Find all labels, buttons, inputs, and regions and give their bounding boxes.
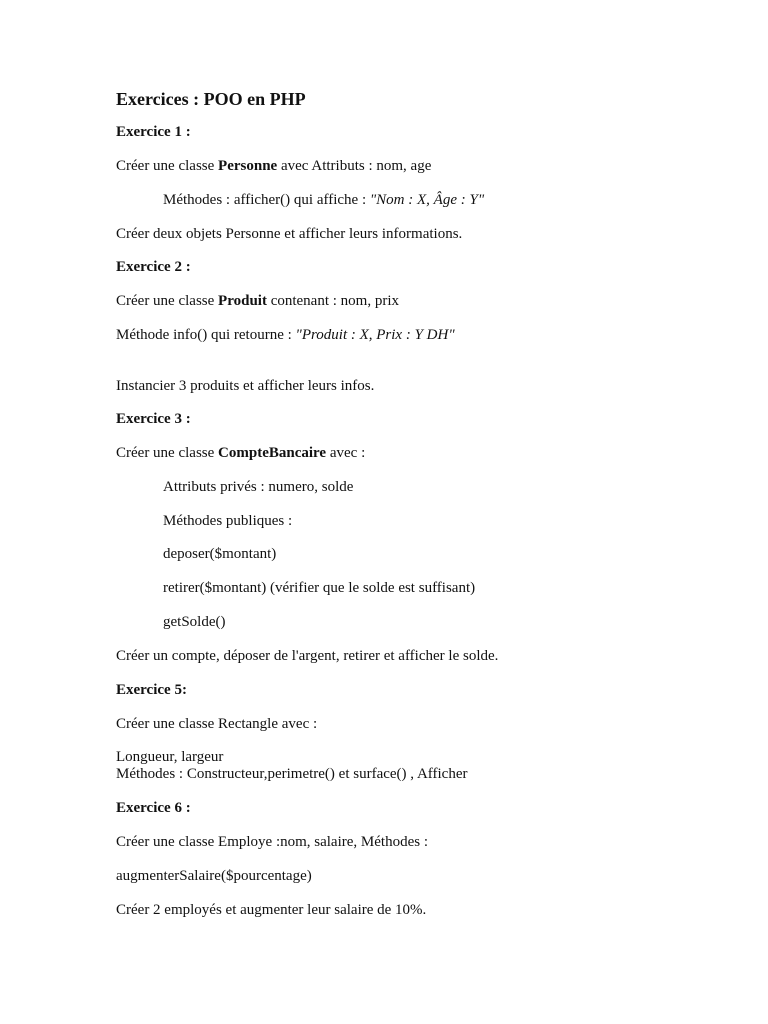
class-name: CompteBancaire	[218, 445, 327, 461]
text: avec :	[326, 445, 366, 461]
exercise-2-line-3: Instancier 3 produits et afficher leurs infos.	[116, 378, 375, 394]
document-title: Exercices : POO en PHP	[116, 89, 306, 109]
exercise-3-methods-label: Méthodes publiques :	[163, 513, 293, 529]
exercise-5-heading: Exercice 5:	[116, 682, 187, 698]
exercise-2-heading: Exercice 2 :	[116, 259, 191, 275]
exercise-3-attributes: Attributs privés : numero, solde	[163, 479, 354, 495]
text: Créer une classe	[116, 293, 219, 309]
class-name: Personne	[218, 158, 278, 174]
exercise-2-line-2	[116, 326, 455, 344]
exercise-3-line-1	[116, 444, 365, 462]
output-format: "Produit : X, Prix : Y DH"	[295, 327, 455, 343]
exercise-6-line-1: Créer une classe Employe :nom, salaire, Méthodes :	[116, 834, 428, 850]
exercise-1-line-2	[163, 191, 484, 209]
exercise-1-line-3: Créer deux objets Personne et afficher leurs informations.	[116, 226, 463, 242]
class-name: Produit	[218, 293, 267, 309]
text: Créer une classe	[116, 158, 219, 174]
exercise-3-method-retirer: retirer($montant) (vérifier que le solde est suffisant)	[163, 580, 476, 596]
exercise-6-heading: Exercice 6 :	[116, 800, 191, 816]
exercise-5-line-3: Méthodes : Constructeur,perimetre() et surface() , Afficher	[116, 766, 468, 782]
exercise-5-line-1: Créer une classe Rectangle avec :	[116, 716, 318, 732]
exercise-3-line-end: Créer un compte, déposer de l'argent, retirer et afficher le solde.	[116, 648, 499, 664]
text: avec Attributs : nom, age	[277, 158, 432, 174]
exercise-6-line-2: augmenterSalaire($pourcentage)	[116, 868, 312, 884]
text: contenant : nom, prix	[266, 293, 400, 309]
text: Méthode info() qui retourne :	[116, 327, 296, 343]
exercise-3-heading: Exercice 3 :	[116, 411, 191, 427]
exercise-3-method-getsolde: getSolde()	[163, 614, 226, 630]
exercise-3-method-deposer: deposer($montant)	[163, 546, 277, 562]
exercise-1-heading: Exercice 1 :	[116, 124, 191, 140]
exercise-2-line-1	[116, 292, 399, 310]
output-format: "Nom : X, Âge : Y"	[369, 192, 485, 208]
exercise-5-line-2: Longueur, largeur	[116, 749, 224, 765]
exercise-6-line-3: Créer 2 employés et augmenter leur salaire de 10%.	[116, 902, 427, 918]
text: Créer une classe	[116, 445, 219, 461]
text: Méthodes : afficher() qui affiche :	[163, 192, 370, 208]
exercise-1-line-1	[116, 157, 431, 175]
